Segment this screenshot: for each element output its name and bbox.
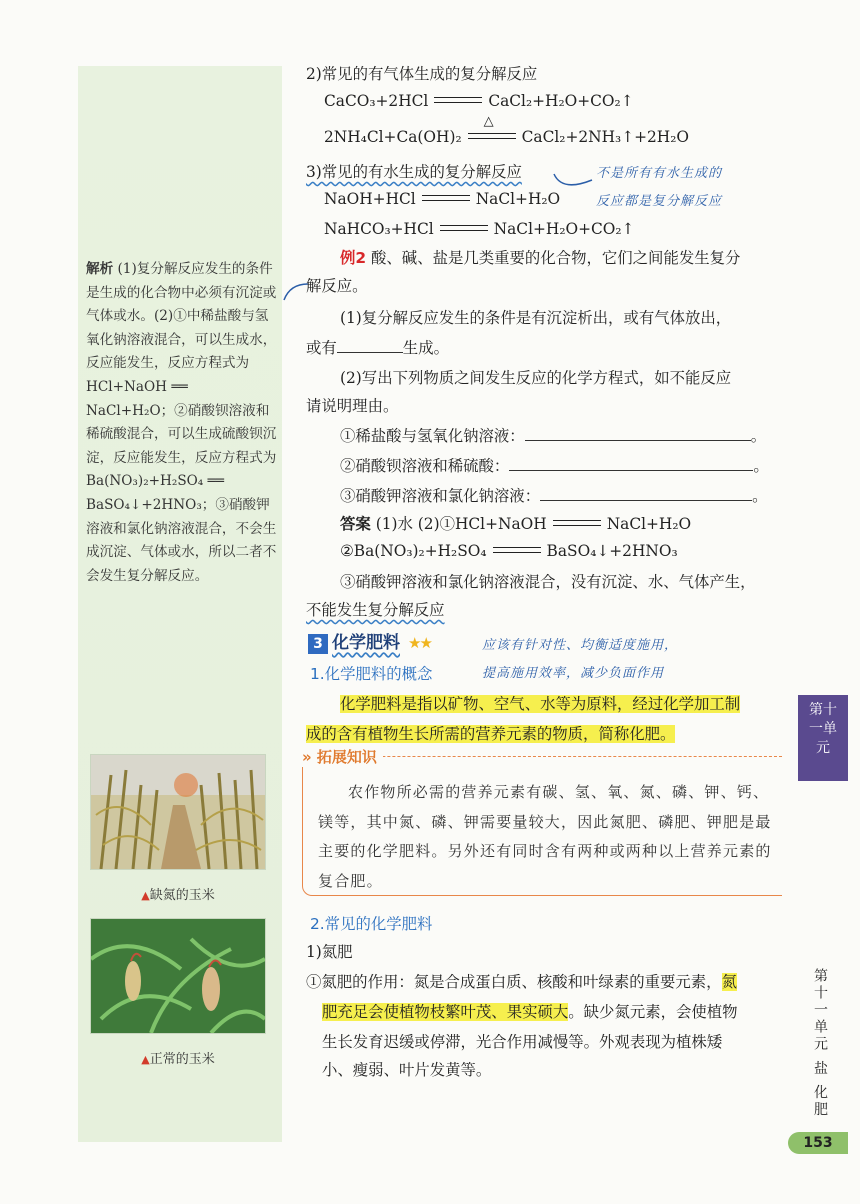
vertical-unit-label [800, 968, 840, 1119]
example-line-1: 例2 酸、碱、盐是几类重要的化合物，它们之间能发生复分 [340, 249, 741, 267]
nitrogen-line-4: 小、瘦弱、叶片发黄等。 [322, 1061, 492, 1079]
answer-line-4: 不能发生复分解反应 [306, 601, 445, 619]
equation-1: CaCO₃+2HCl CaCl₂+H₂O+CO₂↑ [324, 92, 634, 110]
photo-caption-1: ▲缺氮的玉米 [141, 888, 215, 903]
water-reaction-heading: 3)常见的有水生成的复分解反应 [306, 163, 522, 181]
equation-2: 2NH₄Cl+Ca(OH)₂ △ CaCl₂+2NH₃↑+2H₂O [324, 114, 689, 146]
sidebar-analysis [86, 258, 278, 588]
equation-3: NaOH+HCl NaCl+H₂O [324, 190, 561, 208]
nitrogen-heading: 1)氮肥 [306, 943, 353, 961]
corn-deficient-photo [90, 754, 266, 870]
subheading-concept: 1.化学肥料的概念 [310, 665, 433, 683]
handwritten-note-2a: 应该有针对性、均衡适度施用， [482, 638, 679, 653]
nitrogen-line-2: 肥充足会使植物枝繁叶茂、果实硕大。缺少氮元素，会使植物 [322, 1003, 738, 1021]
nitrogen-line-1: ①氮肥的作用：氮是合成蛋白质、核酸和叶绿素的重要元素，氮 [306, 973, 737, 991]
handwritten-note-1a: 不是所有有水生成的 [596, 166, 723, 181]
section-number-badge: 3 [308, 634, 328, 654]
answer-line-2: ②Ba(NO₃)₂+H₂SO₄ BaSO₄↓+2HNO₃ [340, 542, 678, 560]
vertical-unit-text: 第十一单元 盐 化肥 [812, 968, 828, 1119]
difficulty-stars: ★★ [408, 634, 431, 652]
photo-caption-2: ▲正常的玉米 [141, 1052, 215, 1067]
nitrogen-line-3: 生长发育迟缓或停滞，光合作用减慢等。外观表现为植株矮 [322, 1033, 723, 1051]
answer-line-1: 答案 (1)水 (2)①HCl+NaOH NaCl+H₂O [340, 515, 692, 533]
corn-normal-photo [90, 918, 266, 1034]
extension-text: 农作物所必需的营养元素有碳、氢、氧、氮、磷、钾、钙、镁等，其中氮、磷、钾需要量较大，因此氮肥、磷肥、钾肥是最主要的化学肥料。另外还有同时含有两种或两种以上营养元素的复合肥。 [318, 783, 772, 890]
definition-line-2: 成的含有植物生长所需的营养元素的物质，简称化肥。 [306, 725, 676, 743]
question-1a: (1)复分解反应发生的条件是有沉淀析出，或有气体放出， [340, 309, 732, 327]
analysis-text: (1)复分解反应发生的条件是生成的化合物中必须有沉淀或气体或水。(2)①中稀盐酸与氢氧化钠溶液混合，可以生成水，反应能发生，反应方程式为 HCl+NaOH ══ NaCl+H₂O；②硝酸钡溶液和稀硫酸混合，可以生成硫酸钡沉淀，反应能发生，反应方程式为 Ba(NO₃)₂+H₂SO₄ ══ BaSO₄↓+2HNO₃；③硝酸钾溶液和氯化钠溶液混合，不会生成沉淀、气体或水，所以二者不会发生复分解反应。 [86, 261, 277, 584]
handwritten-note-2b: 提高施用效率，减少负面作用 [482, 666, 665, 681]
extension-heading: » 拓展知识 [302, 746, 383, 767]
question-2-iii: ③硝酸钾溶液和氯化钠溶液： 。 [340, 487, 768, 505]
question-2-ii: ②硝酸钡溶液和稀硫酸： 。 [340, 457, 769, 475]
answer-line-3: ③硝酸钾溶液和氯化钠溶液混合，没有沉淀、水、气体产生， [340, 573, 756, 591]
page-number: 153 [788, 1132, 848, 1154]
question-2b: 请说明理由。 [306, 397, 399, 415]
unit-tab: 第十 一单 元 [798, 695, 848, 781]
definition-line-1: 化学肥料是指以矿物、空气、水等为原料，经过化学加工制 [340, 695, 741, 713]
section-3-title: 3 化学肥料 ★★ [308, 628, 431, 654]
question-2-i: ①稀盐酸与氢氧化钠溶液： 。 [340, 427, 767, 445]
equation-4: NaHCO₃+HCl NaCl+H₂O+CO₂↑ [324, 220, 635, 238]
handwritten-note-1b: 反应都是复分解反应 [596, 194, 723, 209]
question-1b: 或有 生成。 [306, 339, 449, 357]
analysis-label: 解析 [86, 261, 114, 277]
question-2a: (2)写出下列物质之间发生反应的化学方程式，如不能反应 [340, 369, 732, 387]
subheading-common: 2.常见的化学肥料 [310, 915, 433, 933]
example-line-2: 解反应。 [306, 277, 368, 295]
gas-reaction-heading: 2)常见的有气体生成的复分解反应 [306, 65, 538, 83]
